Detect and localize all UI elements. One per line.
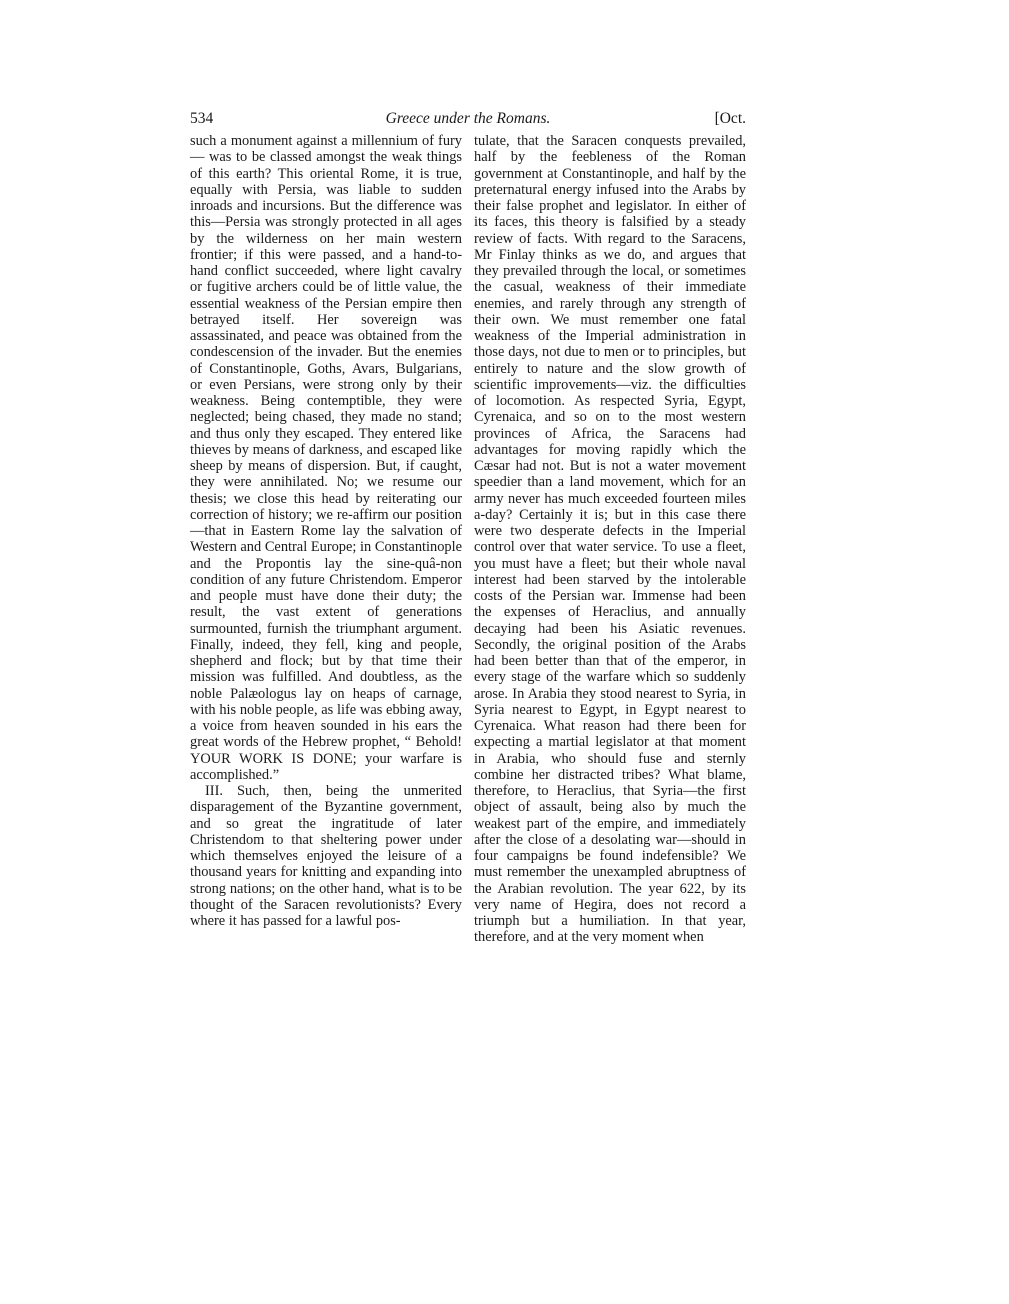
running-title: Greece under the Romans. — [385, 110, 551, 127]
right-column-paragraph-1: tulate, that the Saracen conquests prevailed, half by the feebleness of the Roman government at Constantinople, and half by the preternatural energy infused into the Arabs by their false prophet and legislator. In either of its faces, this theory is falsified by a steady review of facts. With regard to the Saracens, Mr Finlay thinks as we do, and argues that they prevailed through the local, or sometimes the casual, weakness of their immediate enemies, and rarely through any strength of their own. We must remember one fatal weakness of the Imperial administration in those days, not due to men or to principles, but entirely to nature and the slow growth of scientific improvements—viz. the difficulties of locomotion. As respected Syria, Egypt, Cyrenaica, and so on to the most western provinces of Africa, the Saracens had advantages for moving rapidly which the Cæsar had not. But is not a water movement speedier than a land movement, which for an army never has much exceeded fourteen miles a-day? Certainly it is; but in this case there were two desperate defects in the Imperial control over that water service. To use a fleet, you must have a fleet; but their whole naval interest had been starved by the intolerable costs of the Persian war. Immense had been the expenses of Heraclius, and annually decaying had been his Asiatic revenues. Secondly, the original position of the Arabs had been better than that of the emperor, in every stage of the warfare which so suddenly arose. In Arabia they stood nearest to Syria, in Syria nearest to Egypt, in Egypt nearest to Cyrenaica. What reason had there been for expecting a martial legislator at that moment in Arabia, who should fuse and sternly combine her distracted tribes? What blame, therefore, to Heraclius, that Syria—the first object of assault, being also by much the weakest part of the empire, and immediately after the close of a desolating war—should in four campaigns be found indefensible? We must remember the unexampled abruptness of the Arabian revolution. The year 622, by its very name of Hegira, does not record a triumph but a humiliation. In that year, therefore, and at the very moment when — [474, 133, 746, 946]
left-column-paragraph-1: such a monument against a millennium of fury — was to be classed amongst the weak things of this earth? This oriental Rome, it is true, equally with Persia, was liable to sudden inroads and incursions. But the difference was this—Persia was strongly protected in all ages by the wilderness on her main western frontier; if this were passed, and a hand-to-hand conflict succeeded, where light cavalry or fugitive archers could be of little value, the essential weakness of the Persian empire then betrayed itself. Her sovereign was assassinated, and peace was obtained from the condescension of the invader. But the enemies of Constantinople, Goths, Avars, Bulgarians, or even Persians, were strong only by their weakness. Being contemptible, they were neglected; being chased, they made no stand; and thus only they escaped. They entered like thieves by means of darkness, and escaped like sheep by means of dispersion. But, if caught, they were annihilated. No; we resume our thesis; we close this head by reiterating our correction of history; we re-affirm our position—that in Eastern Rome lay the salvation of Western and Central Europe; in Constantinople and the Propontis lay the sine-quâ-non condition of any future Christendom. Emperor and people must have done their duty; the result, the vast extent of generations surmounted, furnish the triumphant argument. Finally, indeed, they fell, king and people, shepherd and flock; but by that time their mission was fulfilled. And doubtless, as the noble Palæologus lay on heaps of carnage, with his noble people, as life was ebbing away, a voice from heaven sounded in his ears the great words of the Hebrew prophet, “ Behold! YOUR WORK IS DONE; your warfare is accomplished.” — [190, 133, 462, 783]
left-column — [190, 133, 462, 929]
header-month: [Oct. — [714, 110, 746, 127]
page-header — [190, 110, 746, 132]
left-column-paragraph-2: III. Such, then, being the unmerited disparagement of the Byzantine government, and so great the ingratitude of later Christendom to that sheltering power under which themselves enjoyed the leisure of a thousand years for knitting and expanding into strong nations; on the other hand, what is to be thought of the Saracen revolutionists? Every where it has passed for a lawful pos- — [190, 783, 462, 929]
page-number: 534 — [190, 110, 214, 127]
right-column — [474, 133, 746, 946]
